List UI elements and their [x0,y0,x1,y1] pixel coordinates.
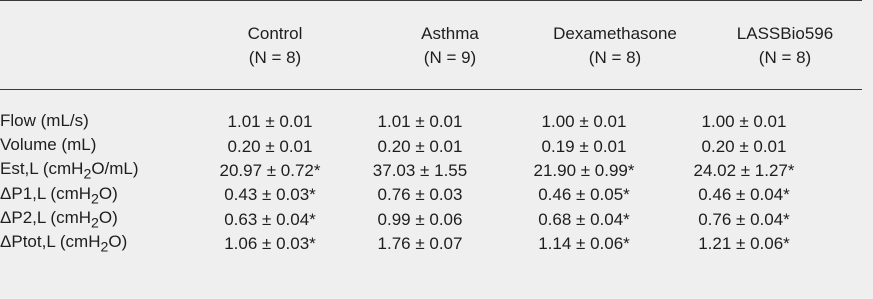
cell-lassbio596: 0.20 ± 0.01 [701,136,787,156]
cell-lassbio596: 1.00 ± 0.01 [701,112,787,132]
header-rule [0,89,862,90]
column-header-dexamethasone [525,22,705,70]
cell-control: 1.06 ± 0.03* [224,234,316,254]
column-header-lassbio596 [715,22,855,70]
column-n: (N = 8) [248,48,302,67]
cell-lassbio596: 24.02 ± 1.27* [693,160,795,180]
cell-control: 1.01 ± 0.01 [227,112,313,132]
column-n: (N = 8) [588,48,642,67]
table-row [0,183,820,207]
cell-lassbio596: 0.46 ± 0.04* [698,185,790,205]
column-name: Dexamethasone [553,24,677,43]
cell-asthma: 1.01 ± 0.01 [377,112,463,132]
cell-lassbio596: 1.21 ± 0.06* [698,234,790,254]
column-header-control [220,22,330,70]
table-row [0,110,820,134]
table-row [0,134,820,158]
table-row [0,232,820,256]
cell-dexamethasone: 0.68 ± 0.04* [538,209,630,229]
table-row [0,159,820,183]
cell-asthma: 37.03 ± 1.55 [372,160,468,180]
cell-control: 0.63 ± 0.04* [224,209,316,229]
row-label: ΔPtot,L (cmH$_2$O) [0,232,128,256]
cell-control: 0.20 ± 0.01 [227,136,313,156]
column-name: Asthma [421,24,479,43]
cell-dexamethasone: 0.46 ± 0.05* [538,185,630,205]
cell-dexamethasone: 1.14 ± 0.06* [538,234,630,254]
cell-dexamethasone: 1.00 ± 0.01 [541,112,627,132]
row-label: Flow (mL/s) [0,110,89,130]
row-label: ΔP1,L (cmH$_2$O) [0,183,118,208]
column-header-asthma [395,22,505,70]
cell-dexamethasone: 0.19 ± 0.01 [541,136,627,156]
column-n: (N = 8) [758,48,812,67]
cell-asthma: 0.20 ± 0.01 [377,136,463,156]
table-top-rule [0,0,862,1]
data-table [0,110,820,256]
cell-asthma: 0.76 ± 0.03 [377,185,463,205]
column-name: LASSBio596 [736,24,834,43]
cell-control: 20.97 ± 0.72* [219,160,321,180]
cell-lassbio596: 0.76 ± 0.04* [698,209,790,229]
row-label: ΔP2,L (cmH$_2$O) [0,208,118,232]
row-label: Volume (mL) [0,134,97,154]
column-n: (N = 9) [423,48,477,67]
cell-dexamethasone: 21.90 ± 0.99* [533,160,635,180]
row-label: Est,L (cmH$_2$O/mL) [0,159,139,183]
table-row [0,208,820,232]
cell-asthma: 0.99 ± 0.06 [377,209,463,229]
cell-control: 0.43 ± 0.03* [224,185,316,205]
cell-asthma: 1.76 ± 0.07 [377,234,463,254]
column-name: Control [247,24,303,43]
